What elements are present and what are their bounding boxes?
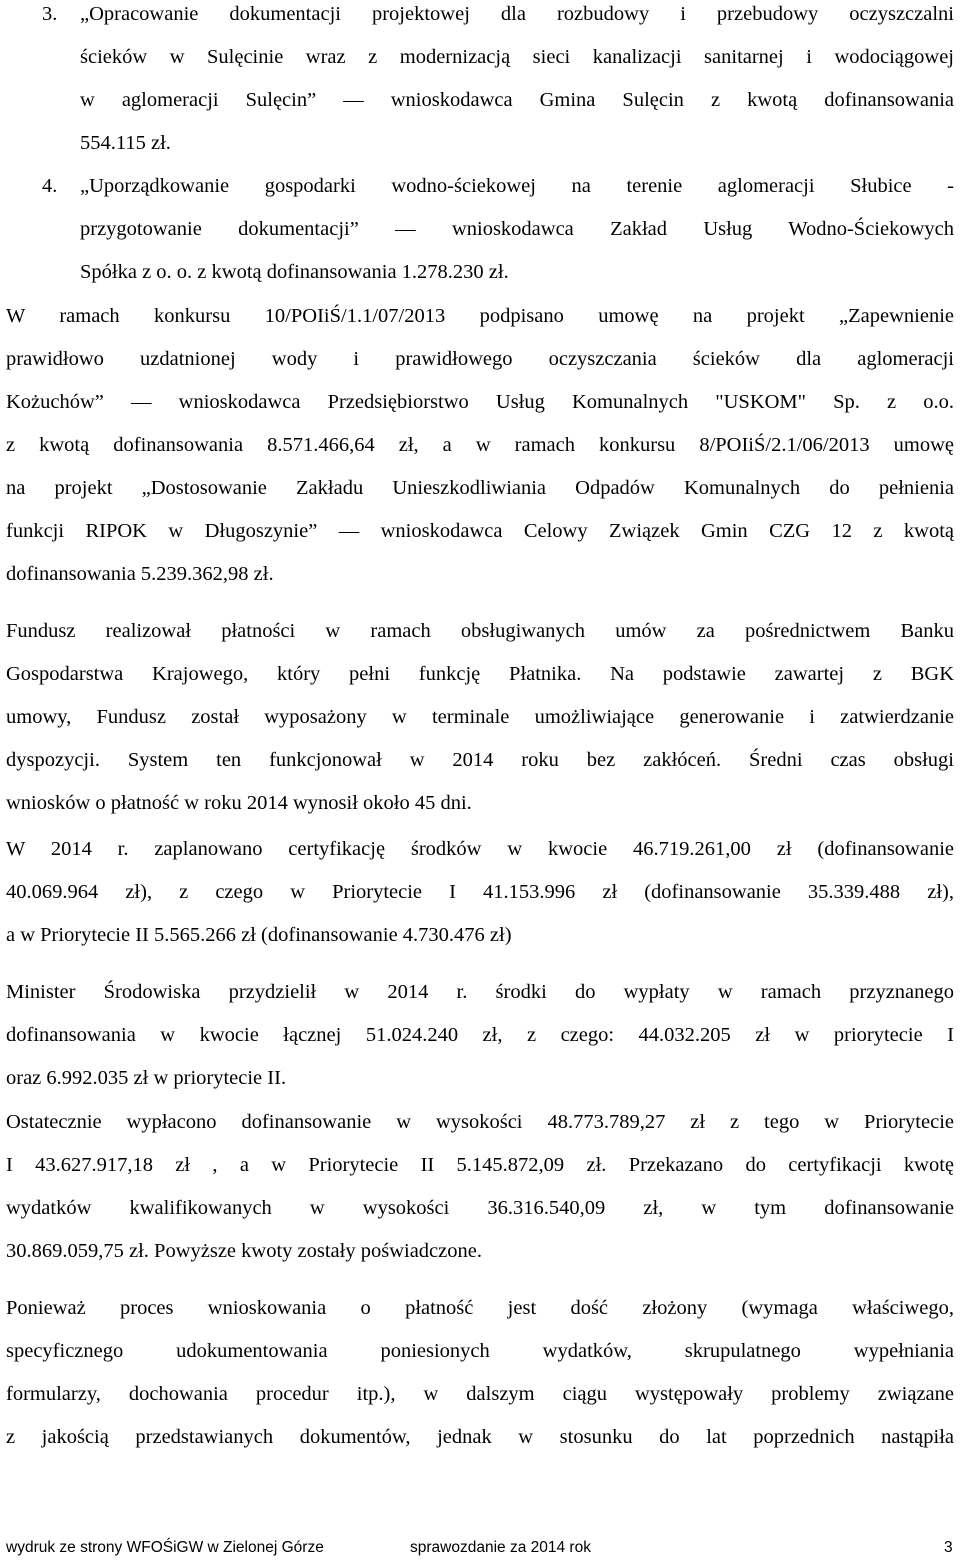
list-item-3-line-4: 554.115 zł. (80, 132, 171, 154)
paragraph-line: z jakością przedstawianych dokumentów, jednak w stosunku do lat poprzednich nastąpiła (6, 1426, 954, 1448)
footer-source: wydruk ze strony WFOŚiGW w Zielonej Górze (6, 1539, 324, 1556)
paragraph-line: Ponieważ proces wnioskowania o płatność jest dość złożony (wymaga właściwego, (6, 1297, 954, 1319)
paragraph-line: z kwotą dofinansowania 8.571.466,64 zł, a w ramach konkursu 8/POIiŚ/2.1/06/2013 umowę (6, 434, 954, 456)
paragraph-line: dofinansowania 5.239.362,98 zł. (6, 563, 274, 585)
list-item-4-line-3: Spółka z o. o. z kwotą dofinansowania 1.278.230 zł. (80, 261, 509, 283)
paragraph-line: 30.869.059,75 zł. Powyższe kwoty zostały poświadczone. (6, 1240, 482, 1262)
list-item-3-line-1: „Opracowanie dokumentacji projektowej dla rozbudowy i przebudowy oczyszczalni (80, 3, 954, 25)
paragraph-line: wniosków o płatność w roku 2014 wynosił około 45 dni. (6, 792, 472, 814)
paragraph-line: formularzy, dochowania procedur itp.), w dalszym ciągu występowały problemy związane (6, 1383, 954, 1405)
paragraph-line: W ramach konkursu 10/POIiŚ/1.1/07/2013 podpisano umowę na projekt „Zapewnienie (6, 305, 954, 327)
paragraph-line: oraz 6.992.035 zł w priorytecie II. (6, 1067, 287, 1089)
paragraph-line: Gospodarstwa Krajowego, który pełni funkcję Płatnika. Na podstawie zawartej z BGK (6, 663, 954, 685)
paragraph-line: prawidłowo uzdatnionej wody i prawidłowego oczyszczania ścieków dla aglomeracji (6, 348, 954, 370)
list-item-number: 3. (42, 3, 58, 25)
paragraph-line: Ostatecznie wypłacono dofinansowanie w wysokości 48.773.789,27 zł z tego w Priorytecie (6, 1111, 954, 1133)
list-item-4-line-2: przygotowanie dokumentacji” — wnioskodawca Zakład Usług Wodno-Ściekowych (80, 218, 954, 240)
paragraph-line: dofinansowania w kwocie łącznej 51.024.240 zł, z czego: 44.032.205 zł w priorytecie I (6, 1024, 954, 1046)
list-item-3-line-3: w aglomeracji Sulęcin” — wnioskodawca Gmina Sulęcin z kwotą dofinansowania (80, 89, 954, 111)
paragraph-line: W 2014 r. zaplanowano certyfikację środków w kwocie 46.719.261,00 zł (dofinansowanie (6, 838, 954, 860)
paragraph-line: Kożuchów” — wnioskodawca Przedsiębiorstwo Usług Komunalnych "USKOM" Sp. z o.o. (6, 391, 954, 413)
paragraph-line: umowy, Fundusz został wyposażony w terminale umożliwiające generowanie i zatwierdzanie (6, 706, 954, 728)
list-item-3-line-2: ścieków w Sulęcinie wraz z modernizacją sieci kanalizacji sanitarnej i wodociągowej (80, 46, 954, 68)
paragraph-line: 40.069.964 zł), z czego w Priorytecie I 41.153.996 zł (dofinansowanie 35.339.488 zł), (6, 881, 954, 903)
paragraph-line: funkcji RIPOK w Długoszynie” — wnioskodawca Celowy Związek Gmin CZG 12 z kwotą (6, 520, 954, 542)
list-item-number: 4. (42, 175, 58, 197)
paragraph-line: specyficznego udokumentowania poniesionych wydatków, skrupulatnego wypełniania (6, 1340, 954, 1362)
paragraph-line: dyspozycji. System ten funkcjonował w 2014 roku bez zakłóceń. Średni czas obsługi (6, 749, 954, 771)
footer-page-number: 3 (944, 1539, 953, 1556)
paragraph-line: na projekt „Dostosowanie Zakładu Unieszkodliwiania Odpadów Komunalnych do pełnienia (6, 477, 954, 499)
paragraph-line: Fundusz realizował płatności w ramach obsługiwanych umów za pośrednictwem Banku (6, 620, 954, 642)
paragraph-line: Minister Środowiska przydzielił w 2014 r. środki do wypłaty w ramach przyznanego (6, 981, 954, 1003)
paragraph-line: a w Priorytecie II 5.565.266 zł (dofinansowanie 4.730.476 zł) (6, 924, 512, 946)
footer-report: sprawozdanie za 2014 rok (410, 1539, 591, 1556)
paragraph-line: wydatków kwalifikowanych w wysokości 36.316.540,09 zł, w tym dofinansowanie (6, 1197, 954, 1219)
list-item-4-line-1: „Uporządkowanie gospodarki wodno-ściekowej na terenie aglomeracji Słubice - (80, 175, 954, 197)
paragraph-line: I 43.627.917,18 zł , a w Priorytecie II 5.145.872,09 zł. Przekazano do certyfikacji kwotę (6, 1154, 954, 1176)
